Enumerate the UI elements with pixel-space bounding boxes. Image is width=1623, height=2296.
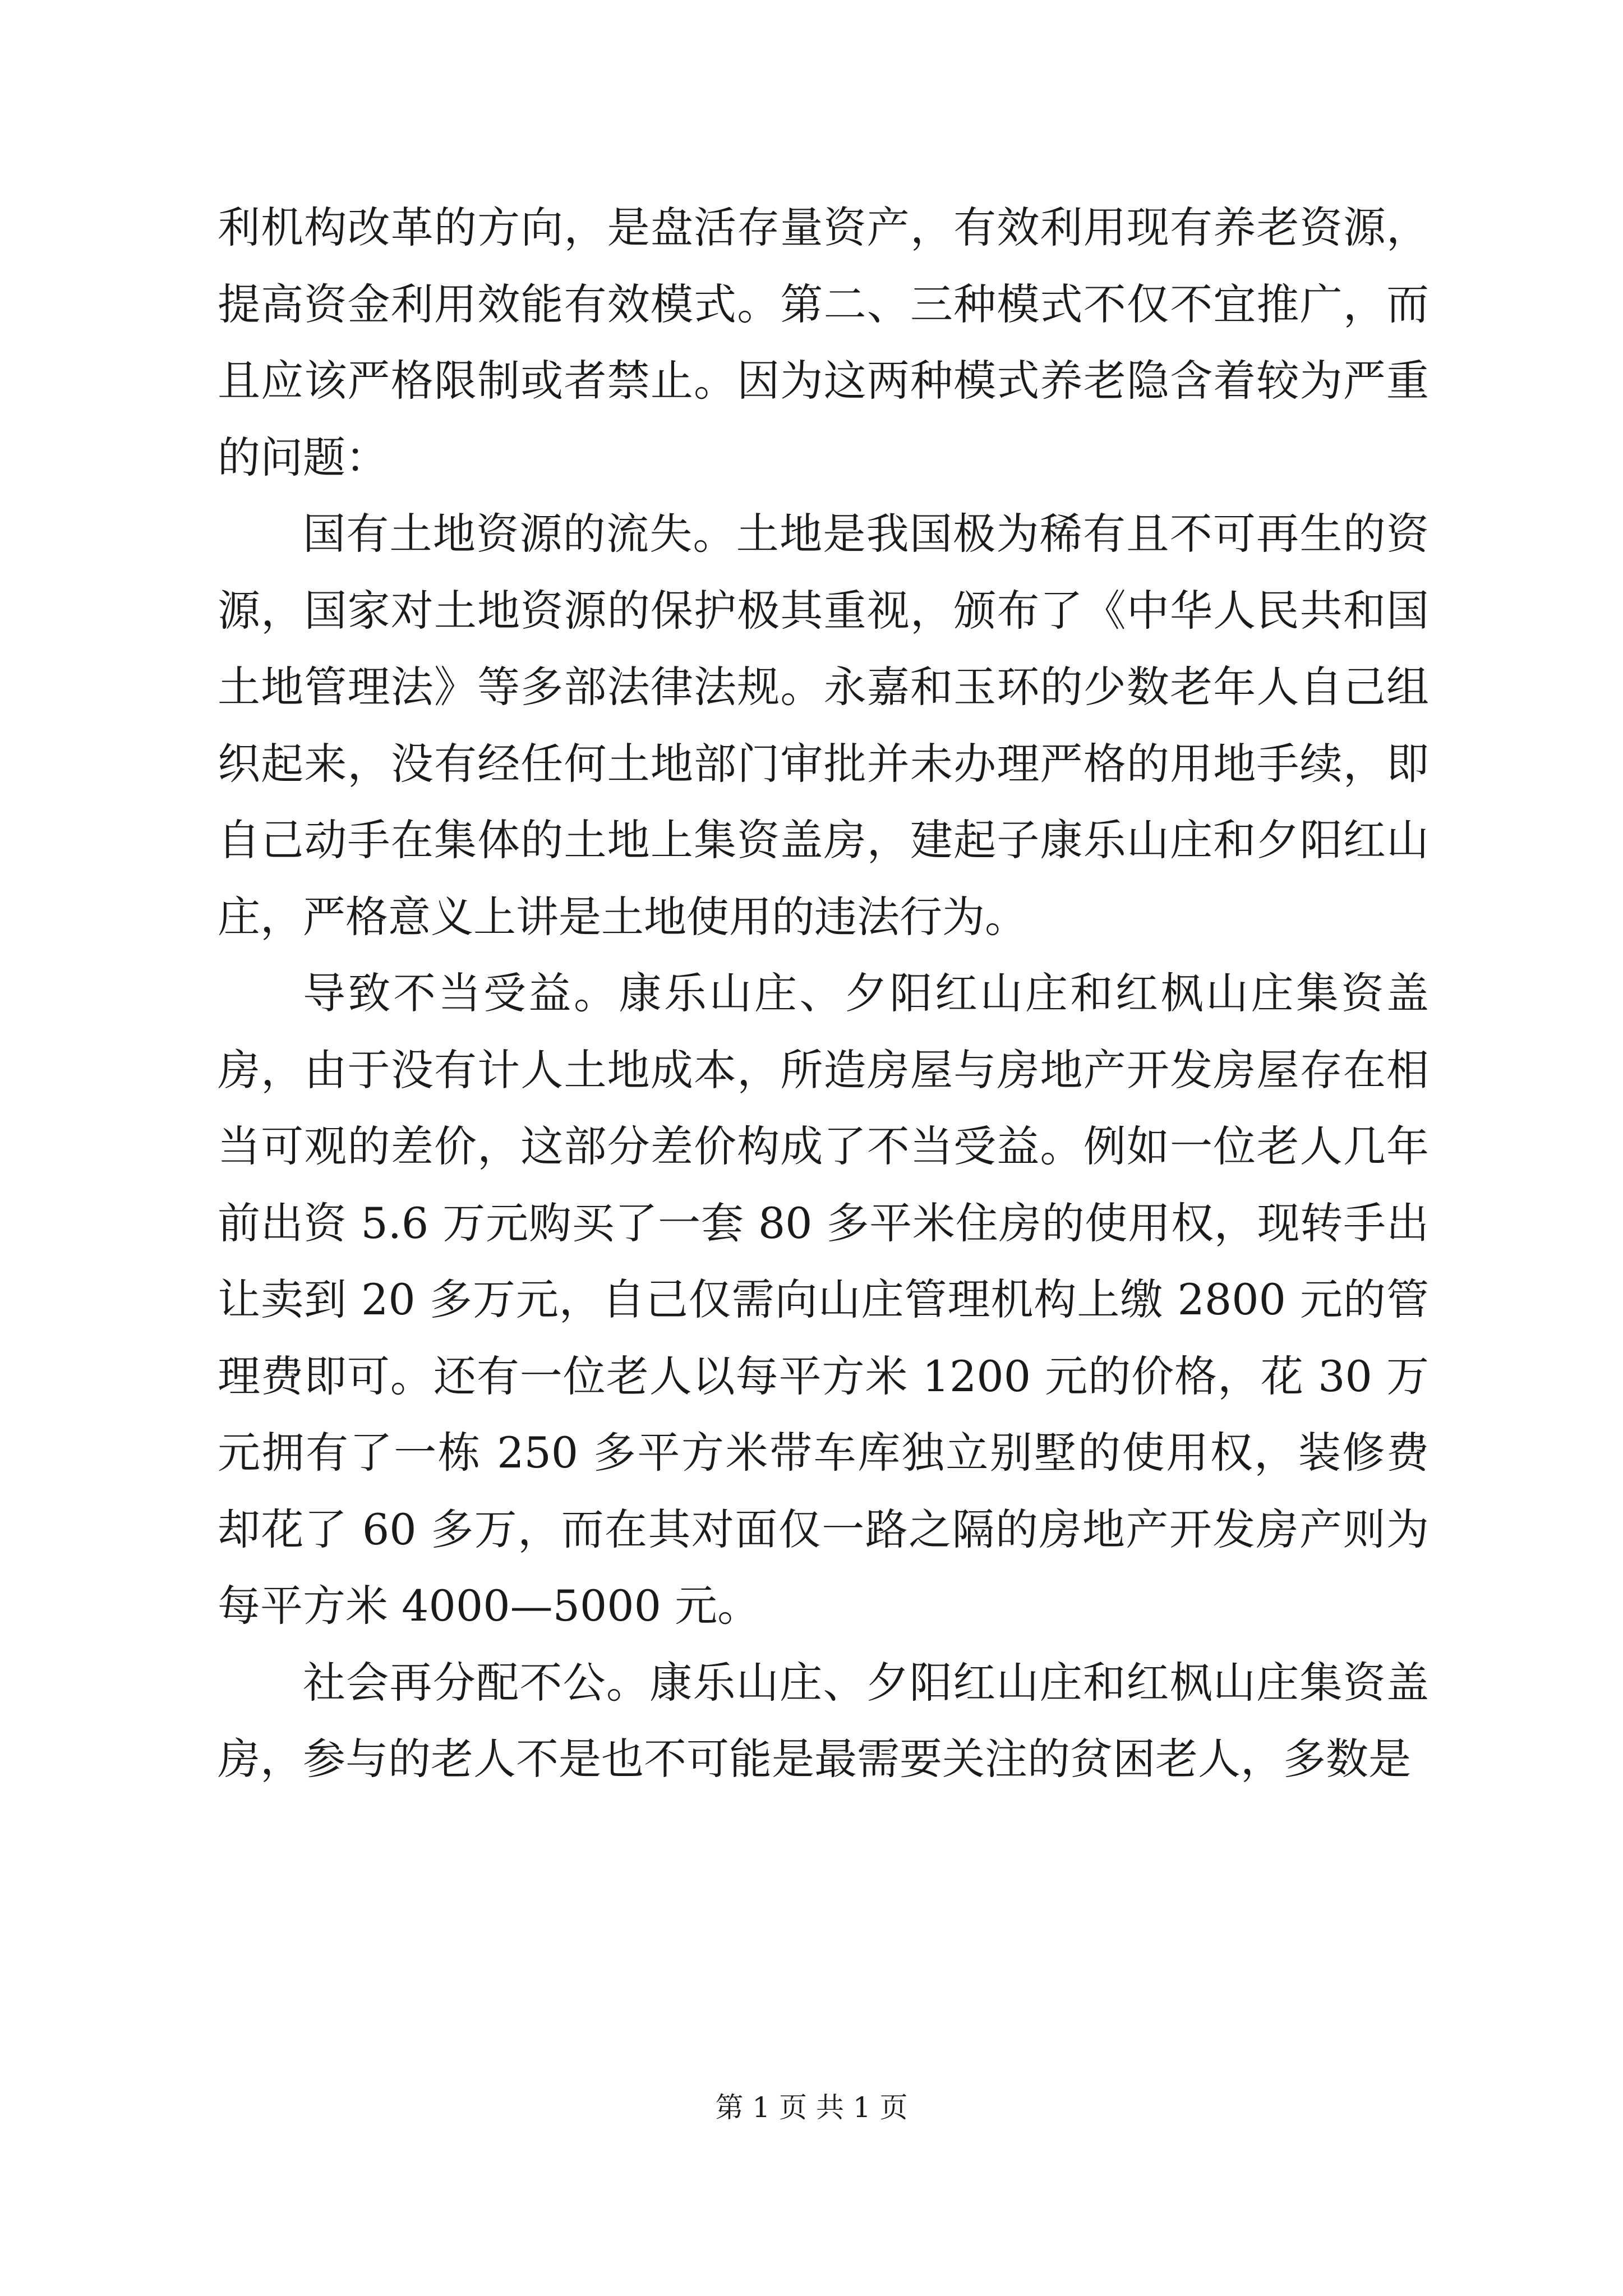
page-footer: 第 1 页 共 1 页 (715, 2091, 908, 2124)
paragraph-3: 导致不当受益。康乐山庄、夕阳红山庄和红枫山庄集资盖房，由于没有计人土地成本，所造房屋与房地产开发房屋存在相当可观的差价，这部分差价构成了不当受益。例如一位老人几年前出资 5.6 万元购买了一套 80 多平米住房的使用权，现转手出让卖到 20 多万元，自己仅需向山庄管理机构上缴 2800 元的管理费即可。还有一位老人以每平方米 1200 元的价格，花 30 万元拥有了一栋 250 多平方米带车库独立别墅的使用权，装修费却花了 60 多万，而在其对面仅一路之隔的房地产开发房产则为每平方米 4000—5000 元。 (218, 968, 1429, 1631)
paragraph-1: 利机构改革的方向，是盘活存量资产，有效利用现有养老资源，提高资金利用效能有效模式。第二、三种模式不仅不宜推广，而且应该严格限制或者禁止。因为这两种模式养老隐含着较为严重的问题： (218, 203, 1429, 482)
paragraph-4: 社会再分配不公。康乐山庄、夕阳红山庄和红枫山庄集资盖房，参与的老人不是也不可能是最需要关注的贫困老人，多数是 (218, 1657, 1429, 1784)
body-text (218, 190, 1429, 1798)
paragraph-2: 国有土地资源的流失。土地是我国极为稀有且不可再生的资源，国家对土地资源的保护极其重视，颁布了《中华人民共和国土地管理法》等多部法律法规。永嘉和玉环的少数老年人自己组织起来，没有经任何土地部门审批并未办理严格的用地手续，即自己动手在集体的土地上集资盖房，建起子康乐山庄和夕阳红山庄，严格意义上讲是土地使用的违法行为。 (218, 509, 1429, 942)
